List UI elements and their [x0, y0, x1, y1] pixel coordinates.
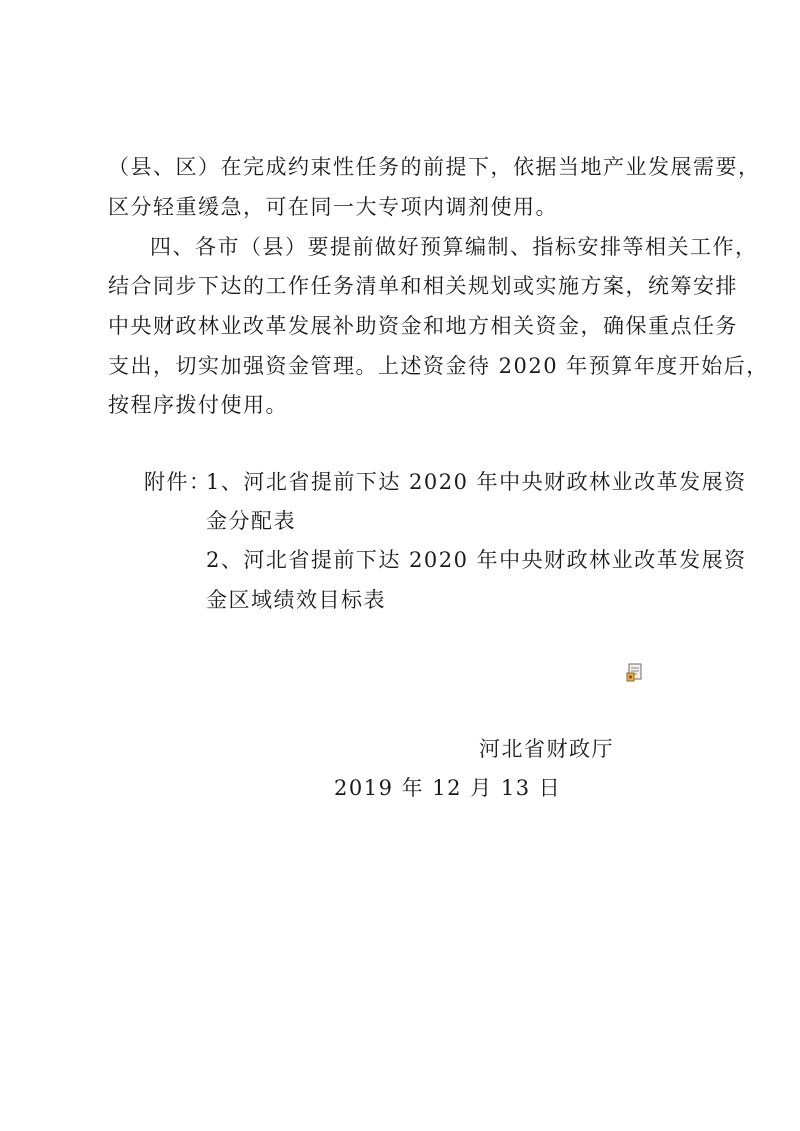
- attachment-item2-line1: 2、河北省提前下达 2020 年中央财政林业改革发展资: [206, 548, 747, 572]
- para4-line1: 四、各市（县）要提前做好预算编制、指标安排等相关工作，: [150, 235, 758, 259]
- attachment-label: 附件：: [144, 470, 212, 494]
- para3-line2: 区分轻重缓急，可在同一大专项内调剂使用。: [108, 195, 558, 219]
- para4-line3: 中央财政林业改革发展补助资金和地方相关资金，确保重点任务: [108, 314, 738, 338]
- signature-date: 2019 年 12 月 13 日: [334, 776, 562, 800]
- document-icon: [626, 663, 644, 683]
- attachment-item2-line2: 金区域绩效目标表: [206, 588, 386, 612]
- attachment-item1-line2: 金分配表: [206, 509, 296, 533]
- attachment-item1-line1: 1、河北省提前下达 2020 年中央财政林业改革发展资: [206, 470, 747, 494]
- signature-org: 河北省财政厅: [479, 737, 614, 761]
- para4-line5: 按程序拨付使用。: [108, 393, 288, 417]
- para3-line1: （县、区）在完成约束性任务的前提下，依据当地产业发展需要，: [108, 155, 761, 179]
- para4-line4: 支出，切实加强资金管理。上述资金待 2020 年预算年度开始后，: [108, 354, 769, 378]
- para4-line2: 结合同步下达的工作任务清单和相关规划或实施方案，统筹安排: [108, 274, 738, 298]
